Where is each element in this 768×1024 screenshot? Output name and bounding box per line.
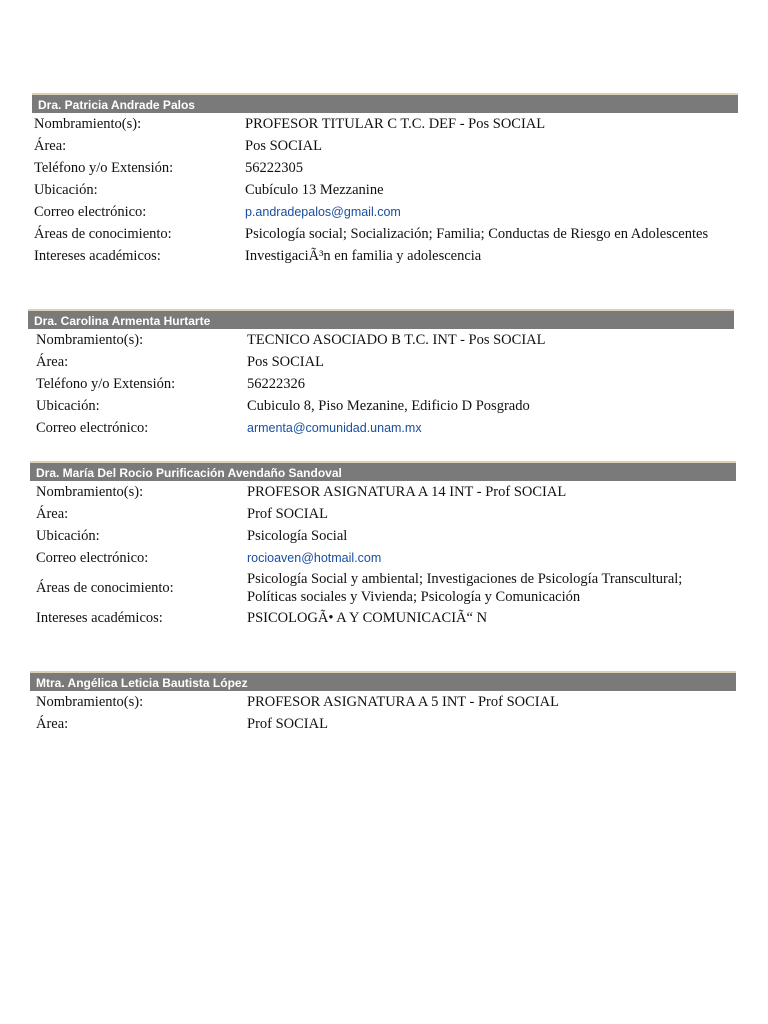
email-link[interactable]: armenta@comunidad.unam.mx: [247, 421, 422, 435]
row-ubicacion: [36, 395, 734, 417]
row-area: [34, 135, 738, 157]
row-nombramiento: [36, 691, 736, 713]
row-nombramiento: [36, 329, 734, 351]
profile-card-andrade: [32, 93, 738, 267]
value-telefono: 56222326: [247, 376, 305, 392]
row-ubicacion: [36, 525, 736, 547]
value-area: Prof SOCIAL: [247, 506, 328, 522]
email-link[interactable]: rocioaven@hotmail.com: [247, 551, 382, 565]
profile-name-header: Dra. Patricia Andrade Palos: [32, 93, 738, 113]
row-area: [36, 503, 736, 525]
email-link[interactable]: p.andradepalos@gmail.com: [245, 205, 401, 219]
label-ubicacion: Ubicación:: [36, 398, 100, 414]
row-correo: [36, 547, 736, 569]
value-ubicacion: Cubiculo 8, Piso Mezanine, Edificio D Posgrado: [247, 398, 530, 414]
label-areas-conocimiento: Áreas de conocimiento:: [34, 226, 172, 242]
label-ubicacion: Ubicación:: [36, 528, 100, 544]
profile-card-avendano: [30, 461, 736, 629]
row-intereses: [34, 245, 738, 267]
value-ubicacion: Psicología Social: [247, 528, 348, 544]
label-correo: Correo electrónico:: [36, 420, 149, 436]
row-nombramiento: [36, 481, 736, 503]
label-area: Área:: [36, 716, 69, 732]
value-nombramiento: PROFESOR TITULAR C T.C. DEF - Pos SOCIAL: [245, 116, 546, 132]
profile-card-armenta: [28, 309, 734, 439]
value-area: Pos SOCIAL: [247, 354, 324, 370]
label-correo: Correo electrónico:: [36, 550, 149, 566]
label-area: Área:: [34, 138, 67, 154]
label-areas-conocimiento: Áreas de conocimiento:: [36, 580, 174, 596]
value-areas-conocimiento: Psicología Social y ambiental; Investigaciones de Psicología Transcultural; Políticas sociales y Vivienda; Psicología y Comunicación: [247, 571, 683, 605]
value-ubicacion: Cubículo 13 Mezzanine: [245, 182, 384, 198]
value-areas-conocimiento: Psicología social; Socialización; Familia; Conductas de Riesgo en Adolescentes: [245, 226, 709, 242]
row-telefono: [34, 157, 738, 179]
row-ubicacion: [34, 179, 738, 201]
value-nombramiento: PROFESOR ASIGNATURA A 14 INT - Prof SOCIAL: [247, 484, 567, 500]
label-nombramiento: Nombramiento(s):: [36, 694, 144, 710]
row-nombramiento: [34, 113, 738, 135]
label-correo: Correo electrónico:: [34, 204, 147, 220]
profile-name-header: Dra. Carolina Armenta Hurtarte: [28, 309, 734, 329]
label-nombramiento: Nombramiento(s):: [34, 116, 142, 132]
row-telefono: [36, 373, 734, 395]
row-correo: [34, 201, 738, 223]
label-area: Área:: [36, 354, 69, 370]
label-telefono: Teléfono y/o Extensión:: [36, 376, 176, 392]
value-intereses: PSICOLOGÃ• A Y COMUNICACIÃ“ N: [247, 610, 488, 626]
profile-card-bautista: [30, 671, 736, 735]
row-correo: [36, 417, 734, 439]
value-nombramiento: TECNICO ASOCIADO B T.C. INT - Pos SOCIAL: [247, 332, 546, 348]
row-intereses: [36, 607, 736, 629]
label-nombramiento: Nombramiento(s):: [36, 484, 144, 500]
row-area: [36, 713, 736, 735]
row-areas-conocimiento: [36, 569, 736, 607]
value-intereses: InvestigaciÃ³n en familia y adolescencia: [245, 248, 482, 264]
label-ubicacion: Ubicación:: [34, 182, 98, 198]
profile-name-header: Mtra. Angélica Leticia Bautista López: [30, 671, 736, 691]
value-area: Prof SOCIAL: [247, 716, 328, 732]
label-intereses: Intereses académicos:: [36, 610, 163, 626]
value-nombramiento: PROFESOR ASIGNATURA A 5 INT - Prof SOCIAL: [247, 694, 559, 710]
label-area: Área:: [36, 506, 69, 522]
label-telefono: Teléfono y/o Extensión:: [34, 160, 174, 176]
label-intereses: Intereses académicos:: [34, 248, 161, 264]
value-area: Pos SOCIAL: [245, 138, 322, 154]
label-nombramiento: Nombramiento(s):: [36, 332, 144, 348]
profile-name-header: Dra. María Del Rocio Purificación Avendaño Sandoval: [30, 461, 736, 481]
row-areas-conocimiento: [34, 223, 738, 245]
row-area: [36, 351, 734, 373]
value-telefono: 56222305: [245, 160, 303, 176]
